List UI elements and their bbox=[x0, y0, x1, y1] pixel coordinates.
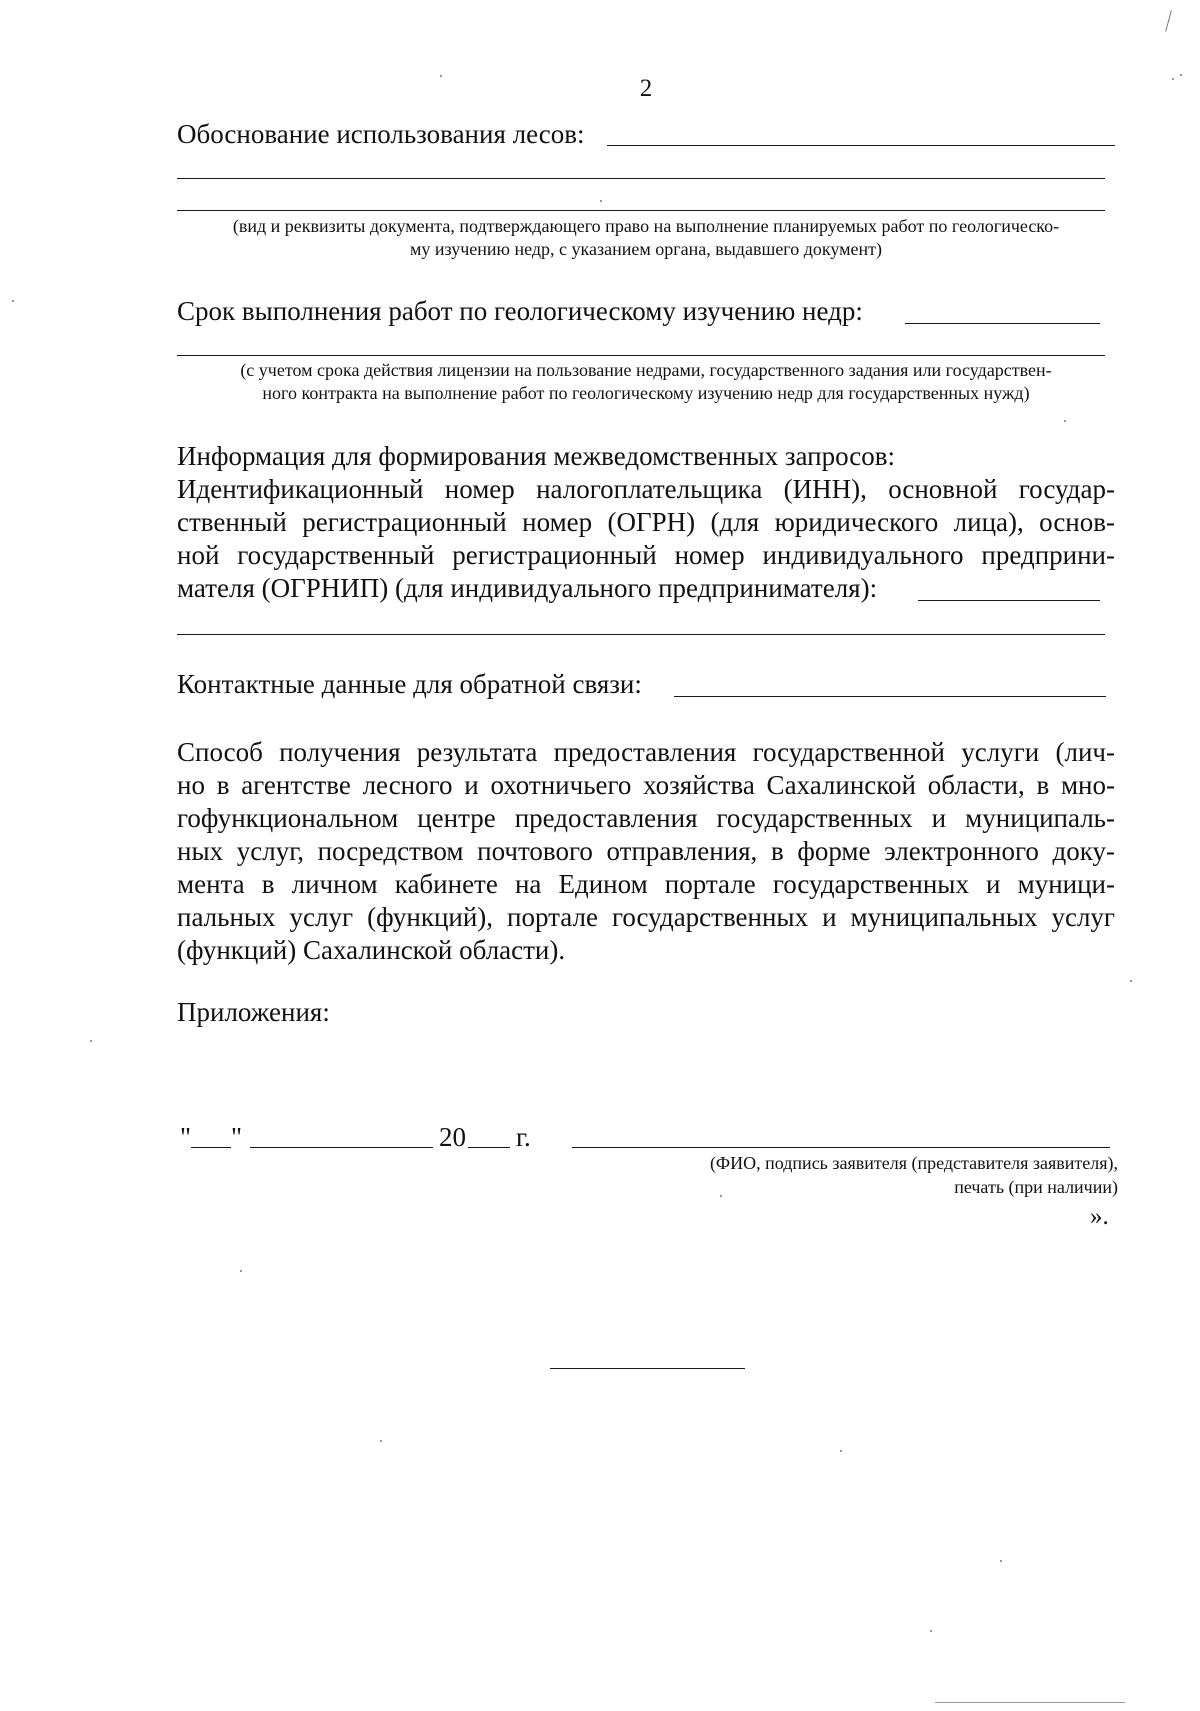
signature-caption-line-1: (ФИО, подпись заявителя (представителя заявителя), bbox=[709, 1153, 1118, 1173]
interagency-heading: Информация для формирования межведомственных запросов: bbox=[177, 441, 895, 471]
interagency-line-2: ственный регистрационный номер (ОГРН) (для юридического лица), основ- bbox=[177, 507, 1115, 537]
result-method-line-7: (функций) Сахалинской области). bbox=[177, 935, 566, 965]
interagency-line-1: Идентификационный номер налогоплательщика (ИНН), основной государ- bbox=[177, 474, 1115, 504]
result-method-line-6: пальных услуг (функций), портале государственных и муниципальных услуг bbox=[177, 902, 1115, 932]
signature-field[interactable] bbox=[572, 1147, 1110, 1148]
scan-speck bbox=[840, 1450, 842, 1452]
page-number: 2 bbox=[639, 75, 653, 102]
scan-speck bbox=[1064, 420, 1066, 422]
work-term-caption bbox=[177, 359, 1115, 405]
result-method-block bbox=[177, 736, 1115, 967]
scan-speck bbox=[240, 1270, 242, 1272]
date-month-field[interactable] bbox=[250, 1147, 433, 1148]
interagency-line-4: мателя (ОГРНИП) (для индивидуального предпринимателя): bbox=[177, 573, 878, 603]
forest-basis-label: Обоснование использования лесов: bbox=[177, 119, 585, 149]
date-year-prefix: 20 bbox=[439, 1122, 466, 1152]
scan-speck bbox=[90, 1040, 92, 1042]
work-term-field[interactable] bbox=[905, 323, 1100, 324]
result-method-line-5: мента в личном кабинете на Едином портале государственных и муници- bbox=[177, 869, 1115, 899]
interagency-field[interactable] bbox=[918, 600, 1100, 601]
forest-basis-field[interactable] bbox=[607, 145, 1115, 146]
result-method-line-1: Способ получения результата предоставления государственной услуги (лич- bbox=[177, 737, 1115, 767]
contacts-label: Контактные данные для обратной связи: bbox=[177, 669, 642, 699]
scan-speck bbox=[930, 1630, 932, 1632]
scan-speck bbox=[600, 200, 602, 202]
date-day-field[interactable] bbox=[191, 1147, 231, 1148]
scan-speck bbox=[1130, 980, 1132, 982]
forest-basis-field-line-2[interactable] bbox=[177, 178, 1105, 179]
date-year-field[interactable] bbox=[468, 1147, 510, 1148]
bottom-separator bbox=[550, 1368, 745, 1369]
scan-speck bbox=[720, 1195, 722, 1197]
date-year-suffix: г. bbox=[516, 1122, 531, 1152]
interagency-block bbox=[177, 440, 1115, 605]
work-term-label: Срок выполнения работ по геологическому изучению недр: bbox=[177, 296, 863, 326]
closing-mark: ». bbox=[1090, 1203, 1109, 1230]
forest-basis-caption-line-1: (вид и реквизиты документа, подтверждающего право на выполнение планируемых работ по геологическо- bbox=[232, 216, 1060, 236]
result-method-line-3: гофункциональном центре предоставления государственных и муниципаль- bbox=[177, 803, 1115, 833]
attachments-label: Приложения: bbox=[177, 997, 330, 1027]
result-method-line-2: но в агентстве лесного и охотничьего хозяйства Сахалинской области, в мно- bbox=[177, 770, 1115, 800]
interagency-line-3: ной государственный регистрационный номер индивидуального предприни- bbox=[177, 540, 1115, 570]
work-term-field-line-2[interactable] bbox=[177, 355, 1105, 356]
scan-speck bbox=[440, 75, 442, 77]
result-method-line-4: ных услуг, посредством почтового отправления, в форме электронного доку- bbox=[177, 836, 1115, 866]
scan-speck bbox=[1172, 78, 1174, 80]
scan-edge-line bbox=[935, 1702, 1125, 1703]
contacts-field[interactable] bbox=[674, 696, 1106, 697]
date-quote-close: " bbox=[231, 1122, 243, 1152]
forest-basis-caption bbox=[177, 215, 1115, 261]
scan-speck bbox=[12, 300, 14, 302]
scan-speck bbox=[1000, 1560, 1002, 1562]
forest-basis-field-line-3[interactable] bbox=[177, 210, 1105, 211]
scan-speck bbox=[380, 1440, 382, 1442]
scan-mark bbox=[1165, 10, 1172, 32]
signature-caption bbox=[560, 1151, 1118, 1199]
signature-caption-line-2: печать (при наличии) bbox=[954, 1177, 1118, 1197]
scan-speck bbox=[1180, 74, 1182, 76]
work-term-caption-line-1: (с учетом срока действия лицензии на пользование недрами, государственного задания или государствен- bbox=[240, 360, 1052, 380]
date-quote-open: " bbox=[180, 1122, 192, 1152]
forest-basis-caption-line-2: му изучению недр, с указанием органа, выдавшего документ) bbox=[409, 239, 883, 259]
interagency-field-line-2[interactable] bbox=[177, 634, 1105, 635]
work-term-caption-line-2: ного контракта на выполнение работ по геологическому изучению недр для государственных нужд) bbox=[262, 383, 1030, 403]
